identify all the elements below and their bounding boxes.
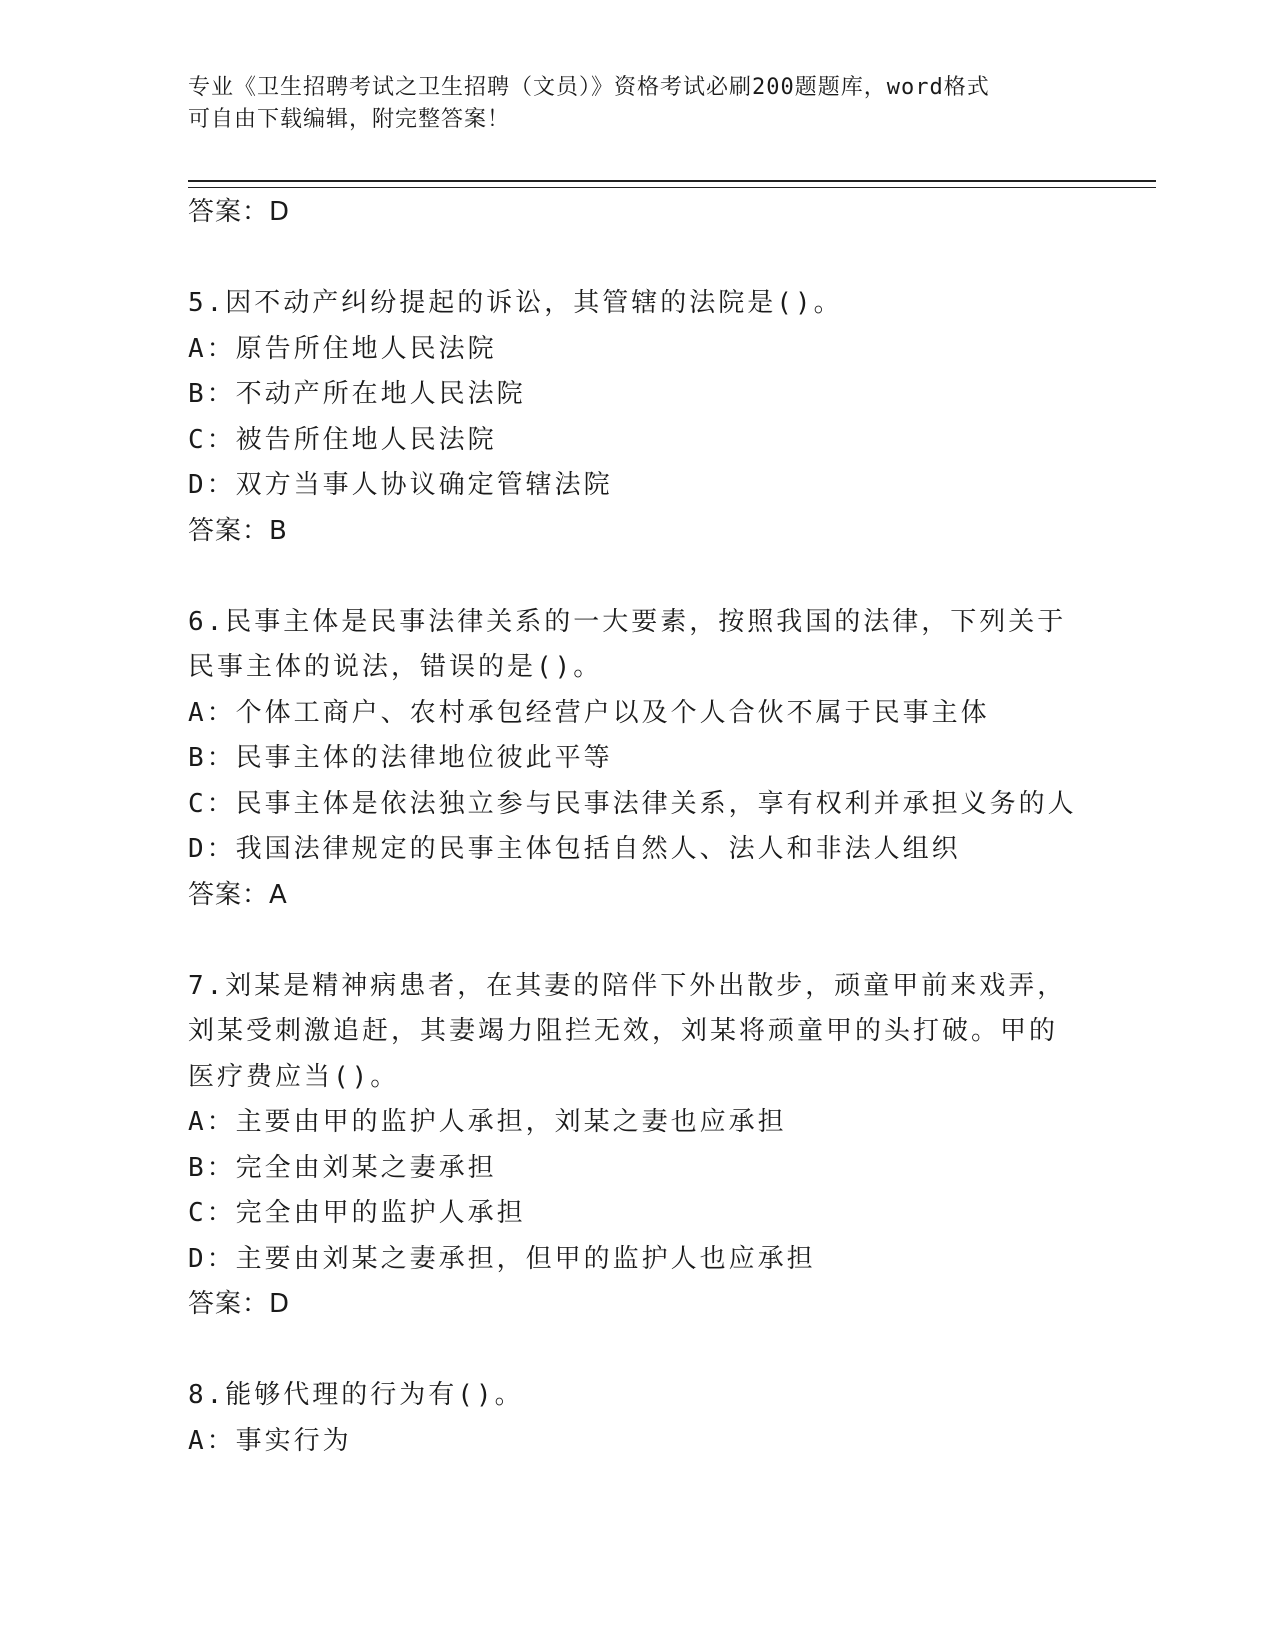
question-stem: 医疗费应当()。 — [188, 1061, 400, 1092]
document-header — [188, 72, 1068, 136]
question-list — [188, 190, 1088, 1464]
header-divider — [188, 180, 1156, 188]
question-block-8 — [188, 1373, 1088, 1464]
question-stem: 6.民事主体是民事法律关系的一大要素，按照我国的法律，下列关于 — [188, 606, 1067, 637]
option-d: D：我国法律规定的民事主体包括自然人、法人和非法人组织 — [188, 834, 961, 864]
spacer — [188, 1328, 1088, 1374]
option-a: A：主要由甲的监护人承担，刘某之妻也应承担 — [188, 1107, 787, 1137]
question-stem: 民事主体的说法，错误的是()。 — [188, 652, 603, 682]
option-a: A：原告所住地人民法院 — [188, 333, 497, 364]
option-b: B：不动产所在地人民法院 — [188, 379, 526, 409]
spacer — [188, 554, 1088, 600]
header-line-1: 专业《卫生招聘考试之卫生招聘（文员）》资格考试必刷200题题库，word格式 — [188, 75, 990, 100]
option-b: B：民事主体的法律地位彼此平等 — [188, 743, 613, 773]
option-c: C：被告所住地人民法院 — [188, 424, 497, 455]
spacer — [188, 918, 1088, 964]
question-block-7 — [188, 964, 1088, 1328]
option-d: D：双方当事人协议确定管辖法院 — [188, 470, 613, 500]
header-line-2: 可自由下载编辑，附完整答案！ — [188, 107, 511, 132]
answer-line: 答案：D — [188, 197, 291, 227]
question-block-5 — [188, 281, 1088, 554]
answer-line: 答案：B — [188, 515, 288, 546]
option-d: D：主要由刘某之妻承担，但甲的监护人也应承担 — [188, 1243, 816, 1274]
option-a: A：事实行为 — [188, 1425, 352, 1456]
option-a: A：个体工商户、农村承包经营户以及个人合伙不属于民事主体 — [188, 697, 990, 728]
question-stem: 刘某受刺激追赶，其妻竭力阻拦无效，刘某将顽童甲的头打破。甲的 — [188, 1016, 1059, 1046]
answer-line: 答案：D — [188, 1289, 291, 1319]
answer-line: 答案：A — [188, 879, 288, 910]
question-block-6 — [188, 600, 1088, 919]
spacer — [188, 236, 1088, 282]
question-stem: 5.因不动产纠纷提起的诉讼，其管辖的法院是()。 — [188, 288, 843, 318]
question-stem: 8.能够代理的行为有()。 — [188, 1380, 524, 1410]
question-stem: 7.刘某是精神病患者，在其妻的陪伴下外出散步，顽童甲前来戏弄， — [188, 970, 1067, 1001]
option-c: C：民事主体是依法独立参与民事法律关系，享有权利并承担义务的人 — [188, 788, 1077, 819]
option-c: C：完全由甲的监护人承担 — [188, 1198, 526, 1228]
option-b: B：完全由刘某之妻承担 — [188, 1152, 497, 1183]
